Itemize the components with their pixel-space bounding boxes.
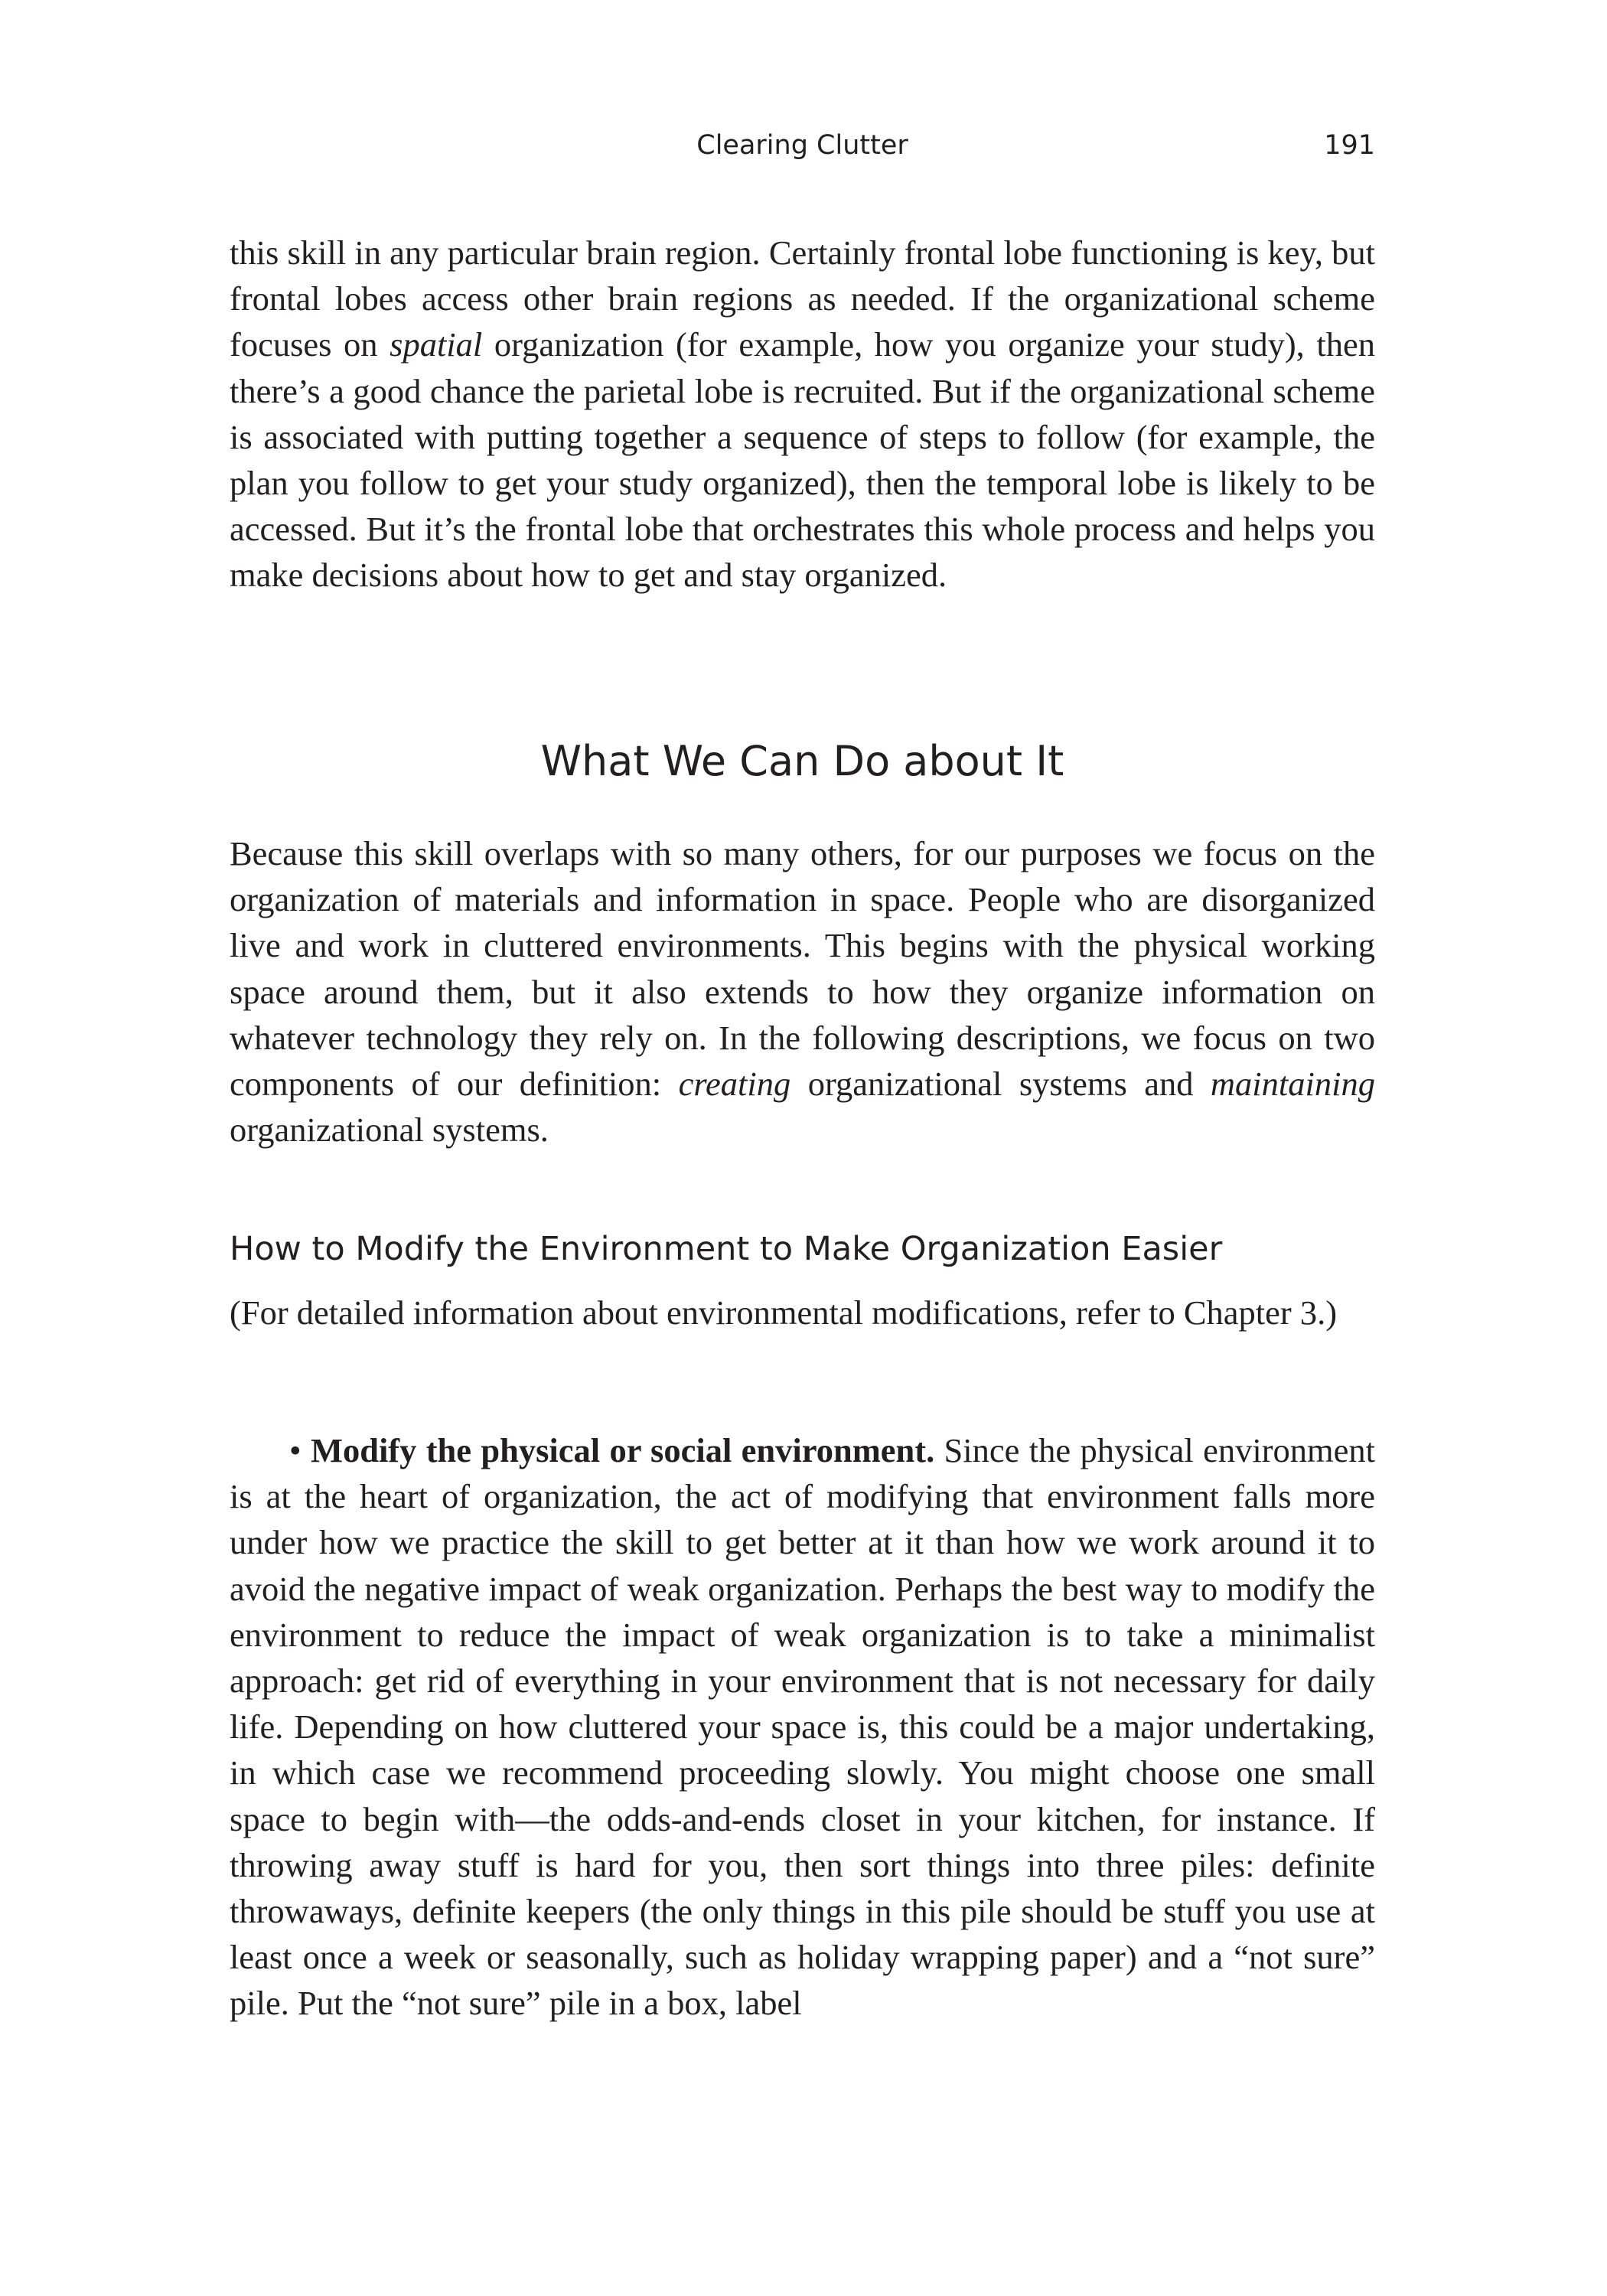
paragraph-text: this skill in any particular brain region. Certainly frontal lobe functioning is key, but frontal lobes access other brain regions as needed. If the organizational scheme focuses on (230, 233, 1375, 364)
bullet-list-item (230, 1427, 1375, 2027)
page-number: 191 (1324, 130, 1375, 161)
paragraph-text: organization (for example, how you organize your study), then there’s a good chance the parietal lobe is recruited. But if the organizational scheme is associated with putting together a sequence of steps to follow (for example, the plan you follow to get your study organized), then the temporal lobe is likely to be accessed. But it’s the frontal lobe that orchestrates this whole process and helps you make decisions about how to get and stay organized. (230, 325, 1375, 595)
emphasis-text: spatial (390, 325, 483, 364)
bullet-body-text: Since the physical environment is at the heart of organization, the act of modifying that environment falls more under how we practice the skill to get better at it than how we work around it to avoid the negative impact of weak organization. Perhaps the best way to modify the environment to reduce the impact of weak organization is to take a minimalist approach: get rid of everything in your environment that is not necessary for daily life. Depending on how cluttered your space is, this could be a major undertaking, in which case we recommend proceeding slowly. You might choose one small space to begin with—the odds-and-ends closet in your kitchen, for instance. If throwing away stuff is hard for you, then sort things into three piles: definite throwaways, definite keepers (the only things in this pile should be stuff you use at least once a week or seasonally, such as holiday wrapping paper) and a “not sure” pile. Put the “not sure” pile in a box, label (230, 1431, 1375, 2023)
note-text: (For detailed information about environmental modifications, refer to Chapter 3.) (230, 1293, 1338, 1332)
paragraph-text: organizational systems. (230, 1110, 549, 1150)
chapter-reference-note (230, 1290, 1375, 1336)
running-head-title: Clearing Clutter (696, 130, 908, 161)
paragraph-overlap (230, 830, 1375, 1153)
running-head (230, 130, 1375, 176)
emphasis-text: creating (678, 1065, 791, 1104)
emphasis-text: maintaining (1210, 1065, 1376, 1104)
subsection-heading: How to Modify the Environment to Make Organization Easier (230, 1230, 1223, 1268)
bullet-lead-text: Modify the physical or social environment. (310, 1431, 935, 1469)
paragraph-text: Because this skill overlaps with so many others, for our purposes we focus on the organization of materials and information in space. People who are disorganized live and work in cluttered environments. This begins with the physical working space around them, but it also extends to how they organize information on whatever technology they rely on. In the following descriptions, we focus on two components of our definition: (230, 834, 1375, 1104)
paragraph-brain-regions (230, 230, 1375, 598)
bullet-icon: • (289, 1431, 302, 1469)
paragraph-text: organizational systems and (790, 1065, 1211, 1104)
section-heading: What We Can Do about It (540, 737, 1064, 785)
